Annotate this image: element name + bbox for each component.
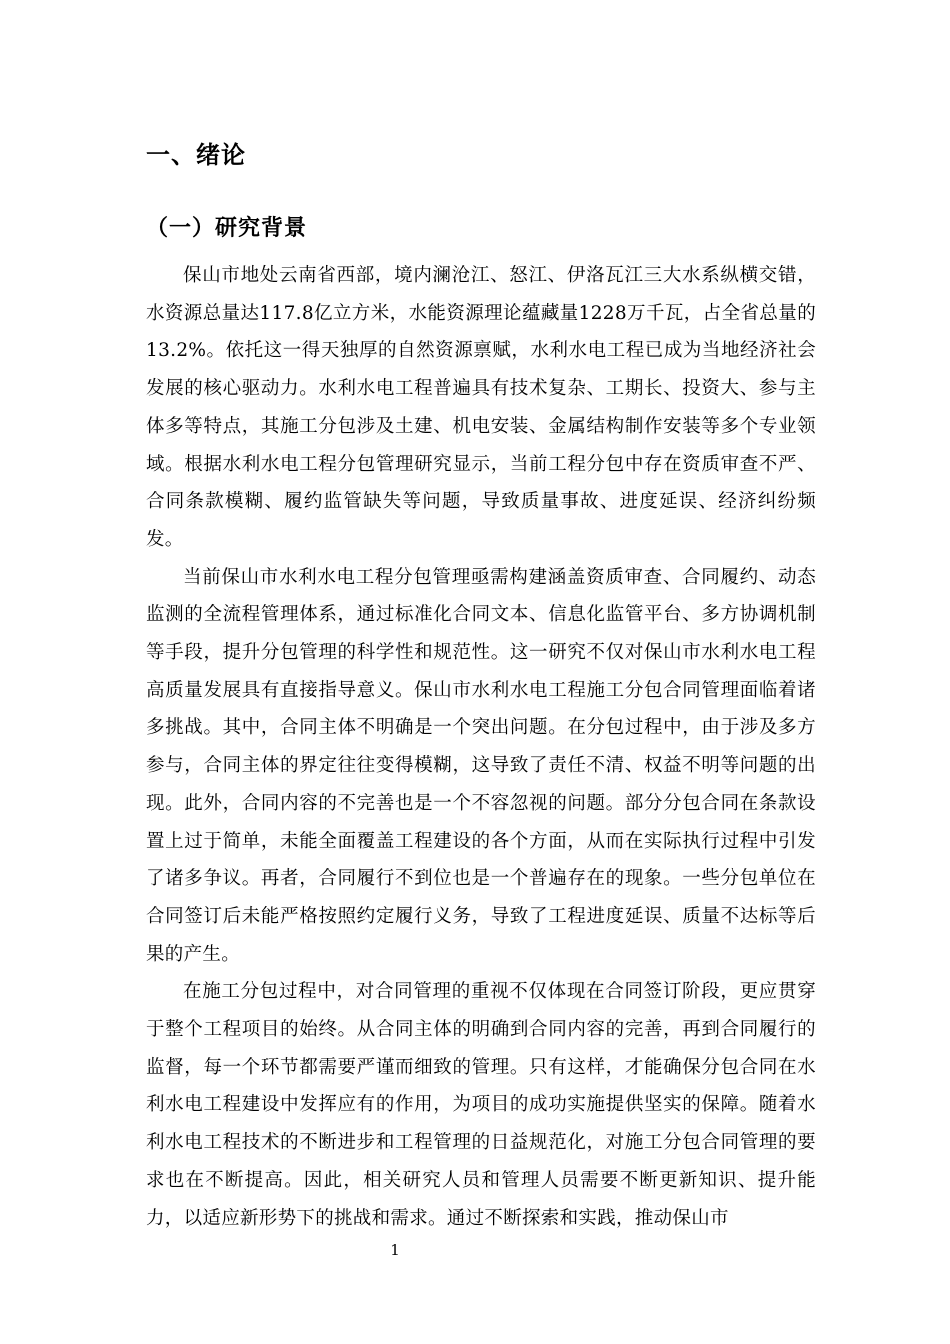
paragraph: 在施工分包过程中，对合同管理的重视不仅体现在合同签订阶段，更应贯穿于整个工程项目的始终。从合同主体的明确到合同内容的完善，再到合同履行的监督，每一个环节都需要严谨而细致的管理。只有这样，才能确保分包合同在水利水电工程建设中发挥应有的作用，为项目的成功实施提供坚实的保障。随着水利水电工程技术的不断进步和工程管理的日益规范化，对施工分包合同管理的要求也在不断提高。因此，相关研究人员和管理人员需要不断更新知识、提升能力，以适应新形势下的挑战和需求。通过不断探索和实践，推动保山市 [146, 981, 816, 1229]
paragraph: 保山市地处云南省西部，境内澜沧江、怒江、伊洛瓦江三大水系纵横交错，水资源总量达117.8亿立方米，水能资源理论蕴藏量1228万千瓦，占全省总量的13.2%。依托这一得天独厚的自然资源禀赋，水利水电工程已成为当地经济社会发展的核心驱动力。水利水电工程普遍具有技术复杂、工期长、投资大、参与主体多等特点，其施工分包涉及土建、机电安装、金属结构制作安装等多个专业领域。根据水利水电工程分包管理研究显示，当前工程分包中存在资质审查不严、合同条款模糊、履约监管缺失等问题，导致质量事故、进度延误、经济纠纷频发。 [146, 265, 816, 550]
body-text [146, 257, 816, 1237]
chapter-title: 一、绪论 [146, 141, 246, 169]
section-title: （一）研究背景 [146, 216, 308, 241]
page-number: 1 [390, 1241, 400, 1259]
paragraph: 当前保山市水利水电工程分包管理亟需构建涵盖资质审查、合同履约、动态监测的全流程管理体系，通过标准化合同文本、信息化监管平台、多方协调机制等手段，提升分包管理的科学性和规范性。这一研究不仅对保山市水利水电工程高质量发展具有直接指导意义。保山市水利水电工程施工分包合同管理面临着诸多挑战。其中，合同主体不明确是一个突出问题。在分包过程中，由于涉及多方参与，合同主体的界定往往变得模糊，这导致了责任不清、权益不明等问题的出现。此外，合同内容的不完善也是一个不容忽视的问题。部分分包合同在条款设置上过于简单，未能全面覆盖工程建设的各个方面，从而在实际执行过程中引发了诸多争议。再者，合同履行不到位也是一个普遍存在的现象。一些分包单位在合同签订后未能严格按照约定履行义务，导致了工程进度延误、质量不达标等后果的产生。 [146, 566, 816, 965]
